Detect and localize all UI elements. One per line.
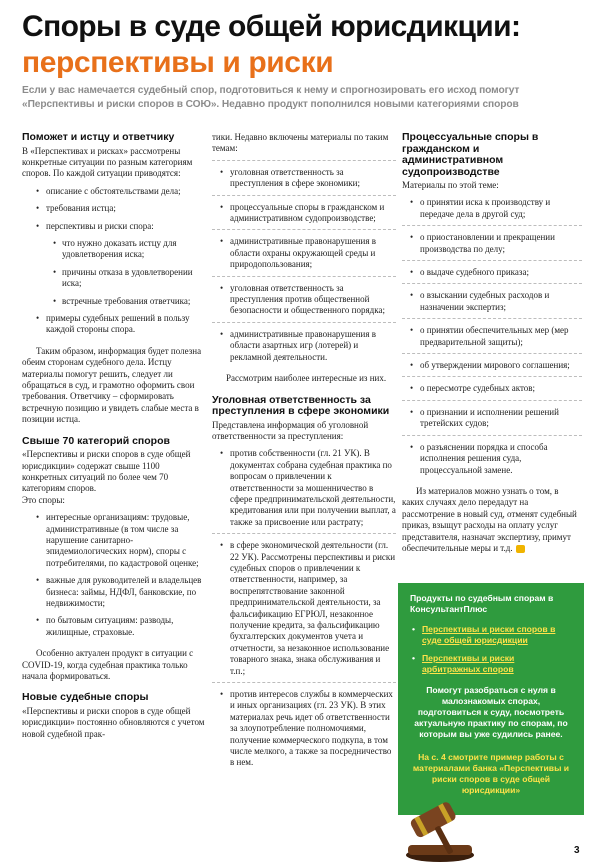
list-item: • важные для руководителей и владельцев бизнеса: займы, НДФЛ, банковские, по недвижимости; [22, 575, 206, 609]
list-item: • по бытовым ситуациям: разводы, жилищные, страховые. [22, 615, 206, 638]
list-item: • о выдаче судебного приказа; [402, 267, 582, 284]
paragraph: Материалы по этой теме: [402, 180, 499, 190]
promo-page-reference: На с. 4 смотрите пример работы с материалами банка «Перспективы и риски споров в суде общей юрисдикции» [412, 752, 570, 795]
promo-text: Помогут разобраться с нуля в малознакомых спорах, подготовиться к суду, посмотреть актуальную практику по спорам, по которым вы уже судились ранее. [414, 685, 568, 739]
list-item: • против интересов службы в коммерческих и иных организациях (гл. 23 УК). В этих материалах речь идет об ответственности за злоупотребление полномочиями, получение коммерческого подкупа, в том числе мелкого, а также за посредничество в нем. [212, 689, 396, 769]
list-item: • административные правонарушения в области охраны окружающей среды и природопользования; [212, 236, 396, 276]
list-item: • о пересмотре судебных актов; [402, 383, 582, 400]
list-item: • перспективы и риски спора: [22, 221, 206, 232]
list-item: • описание с обстоятельствами дела; [22, 186, 206, 197]
paragraph: «Перспективы и риски споров в суде общей юрисдикции» содержат свыше 1100 конкретных ситуаций по более чем 70 категориям споров. [22, 449, 191, 494]
page-number: 3 [574, 845, 580, 856]
list-item: • уголовная ответственность за преступления в сфере экономики; [212, 167, 396, 196]
promo-title: Продукты по судебным спорам в КонсультантПлюс [410, 593, 554, 614]
title-line-1: Споры в суде общей юрисдикции: [22, 10, 521, 43]
paragraph: Особенно актуален продукт в ситуации с COVID-19, когда судебная практика только начала формироваться. [22, 648, 194, 682]
gavel-icon [400, 789, 480, 864]
lead-paragraph: Если у вас намечается судебный спор, подготовиться к нему и спрогнозировать его исход помогут «Перспективы и риски споров в СОЮ». Недавно продукт пополнился новыми категориями споров [22, 85, 520, 110]
list-item: • о взыскании судебных расходов и назначении экспертиз; [402, 290, 582, 319]
paragraph: Представлена информация об уголовной ответственности за преступления: [212, 419, 369, 441]
column-2 [212, 132, 396, 775]
heading-70-categories: Свыше 70 категорий споров [22, 434, 170, 447]
paragraph: «Перспективы и риски споров в суде общей юрисдикции» постоянно обновляются с учетом новой судебной прак- [22, 705, 205, 739]
heading-economic-crimes: Уголовная ответственность за преступления в сфере экономики [212, 393, 390, 417]
list-item: • интересные организациям: трудовые, административные (в том числе за нарушение санитарно-эпидемиологических норм), споры с потребителями, по кадастровой оценке; [22, 512, 206, 569]
heading-new-disputes: Новые судебные споры [22, 691, 149, 704]
title-line-2: перспективы и риски [22, 46, 334, 79]
list-item: • примеры судебных решений в пользу каждой стороны спора. [22, 313, 206, 336]
list-item: • административные правонарушения в области азартных игр (лотерей) и рекламной деятельности. [212, 329, 396, 363]
end-mark-icon [516, 545, 525, 553]
list-item: • процессуальные споры в гражданском и административном судопроизводстве; [212, 202, 396, 231]
column-1 [22, 132, 206, 740]
paragraph [402, 486, 582, 554]
heading-helps-both: Поможет и истцу и ответчику [22, 131, 175, 143]
promo-link-arbitration[interactable]: • Перспективы и риски арбитражных споров [410, 653, 572, 675]
list-item: • о разъяснении порядка и способа исполнения решения суда, процессуальной замене. [402, 442, 582, 476]
list-item: • требования истца; [22, 203, 206, 214]
list-item: • в сфере экономической деятельности (гл. 22 УК). Рассмотрены перспективы и риски судебных споров о привлечении к ответственности, например, за воспрепятствование законной предпринимательской деятельности, за фальсификацию ЕГРЮЛ, незаконное получение кредита, за фальсификацию бухгалтерских документов учета и отчетности, за незаконное использование товарного знака, знака обслуживания и т.п.; [212, 540, 396, 683]
paragraph: Таким образом, информация будет полезна обеим сторонам судебного дела. Истцу материалы помогут решить, следует ли обращаться в суд, и грамотно оформить свои требования. Ответчику – сформировать встречную позицию и увидеть слабые места в позиции истца. [22, 345, 202, 425]
sub-list-item: • встречные требования ответчика; [22, 296, 206, 307]
list-item: • против собственности (гл. 21 УК). В документах собрана судебная практика по вопросам о привлечении к ответственности за мошенничество в сфере предпринимательской деятельности, кредитования или при получении выплат, а также за присвоение или растрату; [212, 448, 396, 534]
column-3 [402, 132, 582, 554]
list-item: • об утверждении мирового соглашения; [402, 360, 582, 377]
paragraph: Рассмотрим наиболее интересные из них. [226, 373, 387, 384]
paragraph: тики. Недавно включены материалы по таким темам: [212, 132, 396, 161]
closing-text: Из материалов можно узнать о том, в каких случаях дело передадут на рассмотрение в новый суд, отменят судебный приказ, взыщут расходы на оплату услуг представителя, назначат экспертизу, примут обеспечительные меры и т.д. [402, 485, 577, 553]
paragraph: Это споры: [22, 494, 65, 505]
promo-link-soyu[interactable]: • Перспективы и риски споров в суде общей юрисдикции [410, 624, 572, 646]
list-item: • о признании и исполнении решений третейских судов; [402, 407, 582, 436]
sub-list-item: • причины отказа в удовлетворении иска; [22, 267, 206, 290]
list-item: • о принятии обеспечительных мер (мер предварительной защиты); [402, 325, 582, 354]
list-item: • о приостановлении и прекращении производства по делу; [402, 232, 582, 261]
list-item: • о принятии иска к производству и передаче дела в другой суд; [402, 197, 582, 226]
heading-procedural-disputes: Процессуальные споры в гражданском и административном судопроизводстве [402, 131, 539, 178]
sub-list-item: • что нужно доказать истцу для удовлетворения иска; [22, 238, 206, 261]
promo-box [398, 583, 584, 815]
paragraph: В «Перспективах и рисках» рассмотрены конкретные ситуации по разным категориям споров. По каждой ситуации приводятся: [22, 145, 193, 179]
list-item: • уголовная ответственность за преступления против общественной безопасности и общественного порядка; [212, 283, 396, 323]
